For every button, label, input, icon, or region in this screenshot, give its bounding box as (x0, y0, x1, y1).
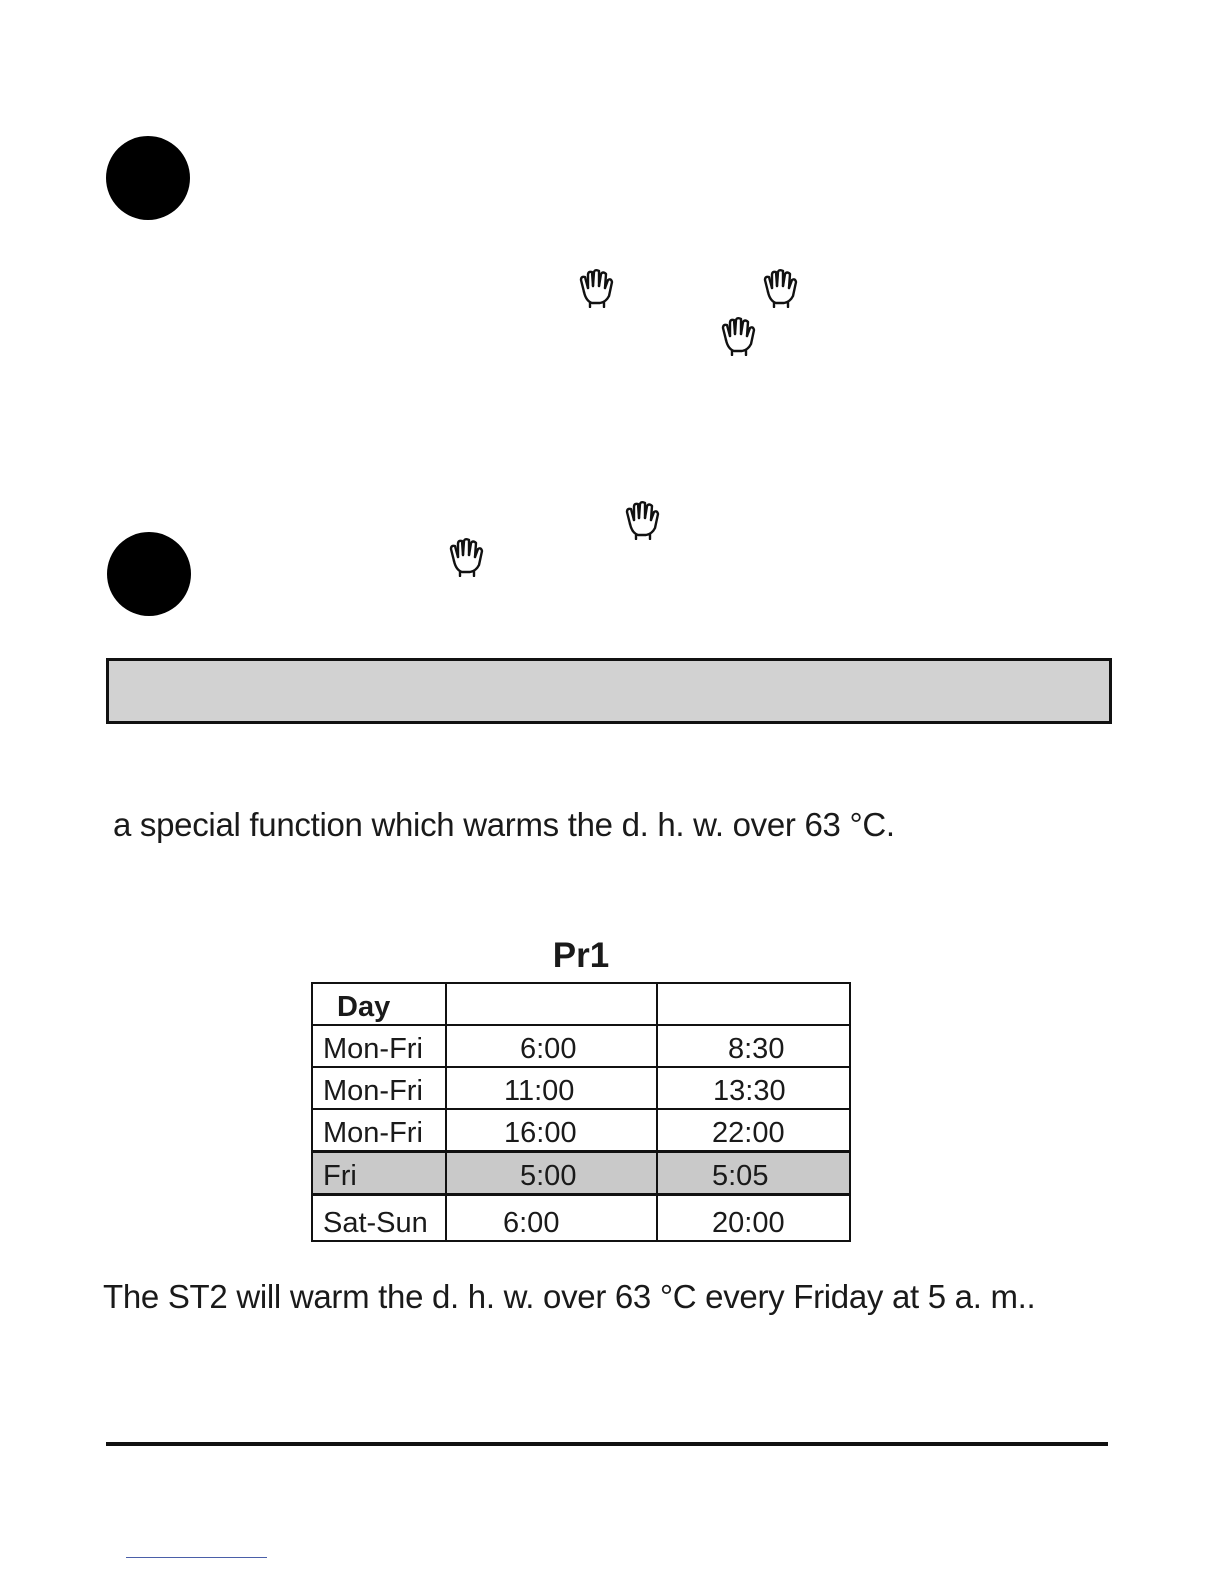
cell-end: 20:00 (712, 1207, 785, 1239)
hand-icon (448, 537, 486, 577)
cell-start: 6:00 (520, 1033, 577, 1065)
header-day: Day (312, 983, 446, 1025)
section-header-bar (106, 658, 1112, 724)
cell-day: Fri (312, 1152, 446, 1195)
hand-icon (578, 268, 616, 308)
cell-end: 13:30 (713, 1075, 786, 1107)
schedule-table (311, 982, 851, 1242)
table-row-highlighted (312, 1152, 850, 1195)
bullet-circle-icon-1 (106, 136, 190, 220)
cell-day: Mon-Fri (312, 1067, 446, 1109)
table-row (312, 1109, 850, 1152)
conclusion-paragraph: The ST2 will warm the d. h. w. over 63 °C every Friday at 5 a. m.. (103, 1278, 1036, 1315)
cell-start: 16:00 (504, 1117, 577, 1149)
cell-day: Sat-Sun (312, 1195, 446, 1242)
header-start (446, 983, 657, 1025)
table-row (312, 1067, 850, 1109)
table-row (312, 1025, 850, 1067)
table-header-row (312, 983, 850, 1025)
hand-icon (762, 268, 800, 308)
table-title: Pr1 (552, 936, 610, 975)
table-row (312, 1195, 850, 1242)
horizontal-divider (106, 1442, 1108, 1446)
hand-icon (720, 316, 758, 356)
hand-icon (624, 500, 662, 540)
cell-start: 11:00 (504, 1075, 575, 1107)
cell-end: 5:05 (712, 1160, 769, 1192)
cell-end: 22:00 (712, 1117, 785, 1149)
cell-day: Mon-Fri (312, 1109, 446, 1152)
cell-start: 5:00 (520, 1160, 577, 1192)
header-end (657, 983, 850, 1025)
cell-start: 6:00 (503, 1207, 560, 1239)
intro-paragraph: a special function which warms the d. h. w. over 63 °C. (113, 806, 895, 843)
cell-day: Mon-Fri (312, 1025, 446, 1067)
cell-end: 8:30 (728, 1033, 785, 1065)
footer-link-underline (126, 1557, 267, 1558)
bullet-circle-icon-2 (107, 532, 191, 616)
